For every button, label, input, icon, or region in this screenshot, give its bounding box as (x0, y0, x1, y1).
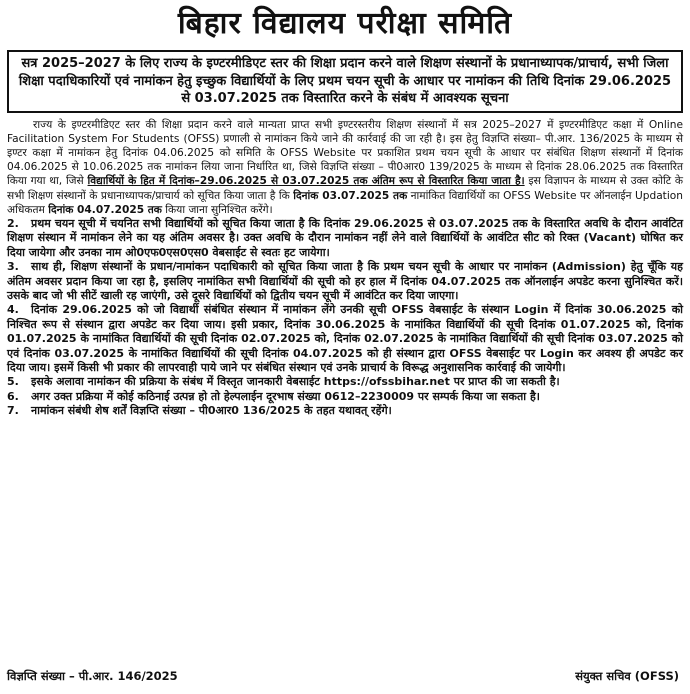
item-text: प्रथम चयन सूची में चयनित सभी विद्यार्थियों को सूचित किया जाता है कि दिनांक 29.06.2025 से 03.07.2025 तक के विस्तारित अवधि के दौरान आवंटित शिक्षण संस्थान में नामांकन लेने का यह अंतिम अवसर है। उक्त अवधि के दौरान नामांकन नहीं लेने वाले विद्यार्थियों के आवंटित सीट को रिक्त (Vacant) घोषित कर दिया जायेगा और उनका नाम ओ0एफ0एस0एस0 वेबसाईट से स्वतः हट जायेगा। (7, 216, 683, 259)
intro-text-tail: इस विज्ञापन के माध्यम से उक्त कोटि के सभी शिक्षण संस्थानों के प्रधानाध्यापक/प्राचार्य को सूचित किया जाता है कि (7, 175, 683, 202)
list-item (7, 375, 683, 389)
item-number: 3. (7, 260, 19, 274)
intro-text-tail-3: किया जाना सुनिश्चित करेंगे। (161, 203, 273, 216)
item-text: इसके अलावा नामांकन की प्रक्रिया के संबंध में विस्तृत जानकारी वेबसाईट https://ofssbihar.net पर प्राप्त की जा सकती है। (31, 375, 560, 389)
notice-page (7, 4, 683, 686)
page-title: बिहार विद्यालय परीक्षा समिति (177, 6, 513, 41)
list-item (7, 217, 683, 260)
item-text: अगर उक्त प्रक्रिया में कोई कठिनाई उत्पन्न हो तो हेल्पलाईन दूरभाष संख्या 0612–2230009 पर सम्पर्क किया जा सकता है। (31, 389, 540, 403)
list-item (7, 404, 683, 418)
list-item (7, 390, 683, 404)
list-item (7, 260, 683, 303)
item-text: दिनांक 29.06.2025 को जो विद्यार्थी संबंधित संस्थान में नामांकन लेंगे उनकी सूची OFSS वेबसाईट के संस्थान Login में दिनांक 30.06.2025 को निश्चित रूप से संस्थान द्वारा अपडेट कर दिया जाय। इसी प्रकार, दिनांक 30.06.2025 के नामांकित विद्यार्थियों की सूची दिनांक 01.07.2025 को, दिनांक 01.07.2025 के नामांकित विद्यार्थियों की सूची दिनांक 02.07.2025 को, दिनांक 02.07.2025 के नामांकित विद्यार्थियों की सूची दिनांक 03.07.2025 को एवं दिनांक 03.07.2025 के नामांकित विद्यार्थियों की सूची दिनांक 04.07.2025 को ही संस्थान द्वारा OFSS वेबसाईट पर Login कर अवश्य ही अपडेट कर दिया जाय। इसमें किसी भी प्रकार की लापरवाही पाये जाने पर संबंधित संस्थान एवं उनके प्राचार्य के विरूद्ध अनुशासनिक कार्रवाई की जायेगी। (7, 303, 683, 374)
item-number: 6. (7, 389, 19, 403)
item-text: साथ ही, शिक्षण संस्थानों के प्रधान/नामांकन पदाधिकारी को सूचित किया जाता है कि प्रथम चयन सूची के आधार पर नामांकन (Admission) हेतु चूँकि यह अंतिम अवसर प्रदान किया जा रहा है, इसलिए नामांकित सभी विद्यार्थियों की सूची को हर हाल में दिनांक 04.07.2025 तक ऑनलाईन अपडेट करना सुनिश्चित करें। उसके बाद जो भी सीटें खाली रह जाएंगी, उसे दूसरे विद्यार्थियों को द्वितीय चयन सूची में आवंटित कर दिया जाएगा। (7, 260, 683, 302)
intro-text-tail-2: नामांकित विद्यार्थियों का OFSS Website पर ऑनलाईन Updation अधिकतम (7, 189, 683, 216)
subject-box (7, 50, 683, 113)
item-number: 5. (7, 375, 19, 389)
item-number: 7. (7, 404, 19, 418)
item-number: 2. (7, 216, 19, 230)
intro-text: राज्य के इण्टरमीडिएट स्तर की शिक्षा प्रदान करने वाले मान्यता प्राप्त सभी इण्टरस्तरीय शिक्षण संस्थानों में सत्र 2025–2027 में इण्टरमीडिएट कक्षा में Online Facilitation System For Students (OFSS) प्रणाली से नामांकन किये जाने की कार्रवाई की जा रही है। इस हेतु विज्ञप्ति संख्या– पी.आर. 136/2025 के माध्यम से इण्टर कक्षा में नामांकन हेतु दिनांक 04.06.2025 को समिति के OFSS Website पर प्रकाशित प्रथम चयन सूची के आधार पर संबंधित शिक्षण संस्थानों में दिनांक 04.06.2025 से 10.06.2025 तक नामांकन लिया जाना निर्धारित था, जिसे विज्ञप्ति संख्या – पी0आर0 139/2025 के माध्यम से दिनांक 28.06.2025 तक विस्तारित किया गया था, जिसे (7, 118, 683, 188)
notice-body (7, 118, 683, 419)
item-text: नामांकन संबंधी शेष शर्तें विज्ञप्ति संख्या – पी0आर0 136/2025 के तहत यथावत् रहेंगे। (31, 404, 392, 418)
intro-date-1: दिनांक 03.07.2025 तक (293, 189, 408, 202)
notice-number: विज्ञप्ति संख्या – पी.आर. 146/2025 (7, 669, 178, 683)
signatory: संयुक्त सचिव (OFSS) (575, 669, 679, 683)
subject-text: सत्र 2025–2027 के लिए राज्य के इण्टरमीडिएट स्तर की शिक्षा प्रदान करने वाले शिक्षण संस्थानों के प्रधानाध्यापक/प्राचार्य, सभी जिला शिक्षा पदाधिकारियों एवं नामांकन हेतु इच्छुक विद्यार्थियों के लिए प्रथम चयन सूची के आधार पर नामांकन की तिथि दिनांक 29.06.2025 से 03.07.2025 तक विस्तारित करने के संबंध में आवश्यक सूचना (18, 56, 672, 106)
list-item (7, 303, 683, 375)
footer (7, 666, 683, 686)
intro-paragraph (7, 118, 683, 217)
intro-highlight: विद्यार्थियों के हित में दिनांक–29.06.2025 से 03.07.2025 तक अंतिम रूप से विस्तारित किया जाता है। (87, 175, 525, 188)
intro-date-2: दिनांक 04.07.2025 तक (48, 203, 162, 216)
item-number: 4. (7, 303, 19, 317)
